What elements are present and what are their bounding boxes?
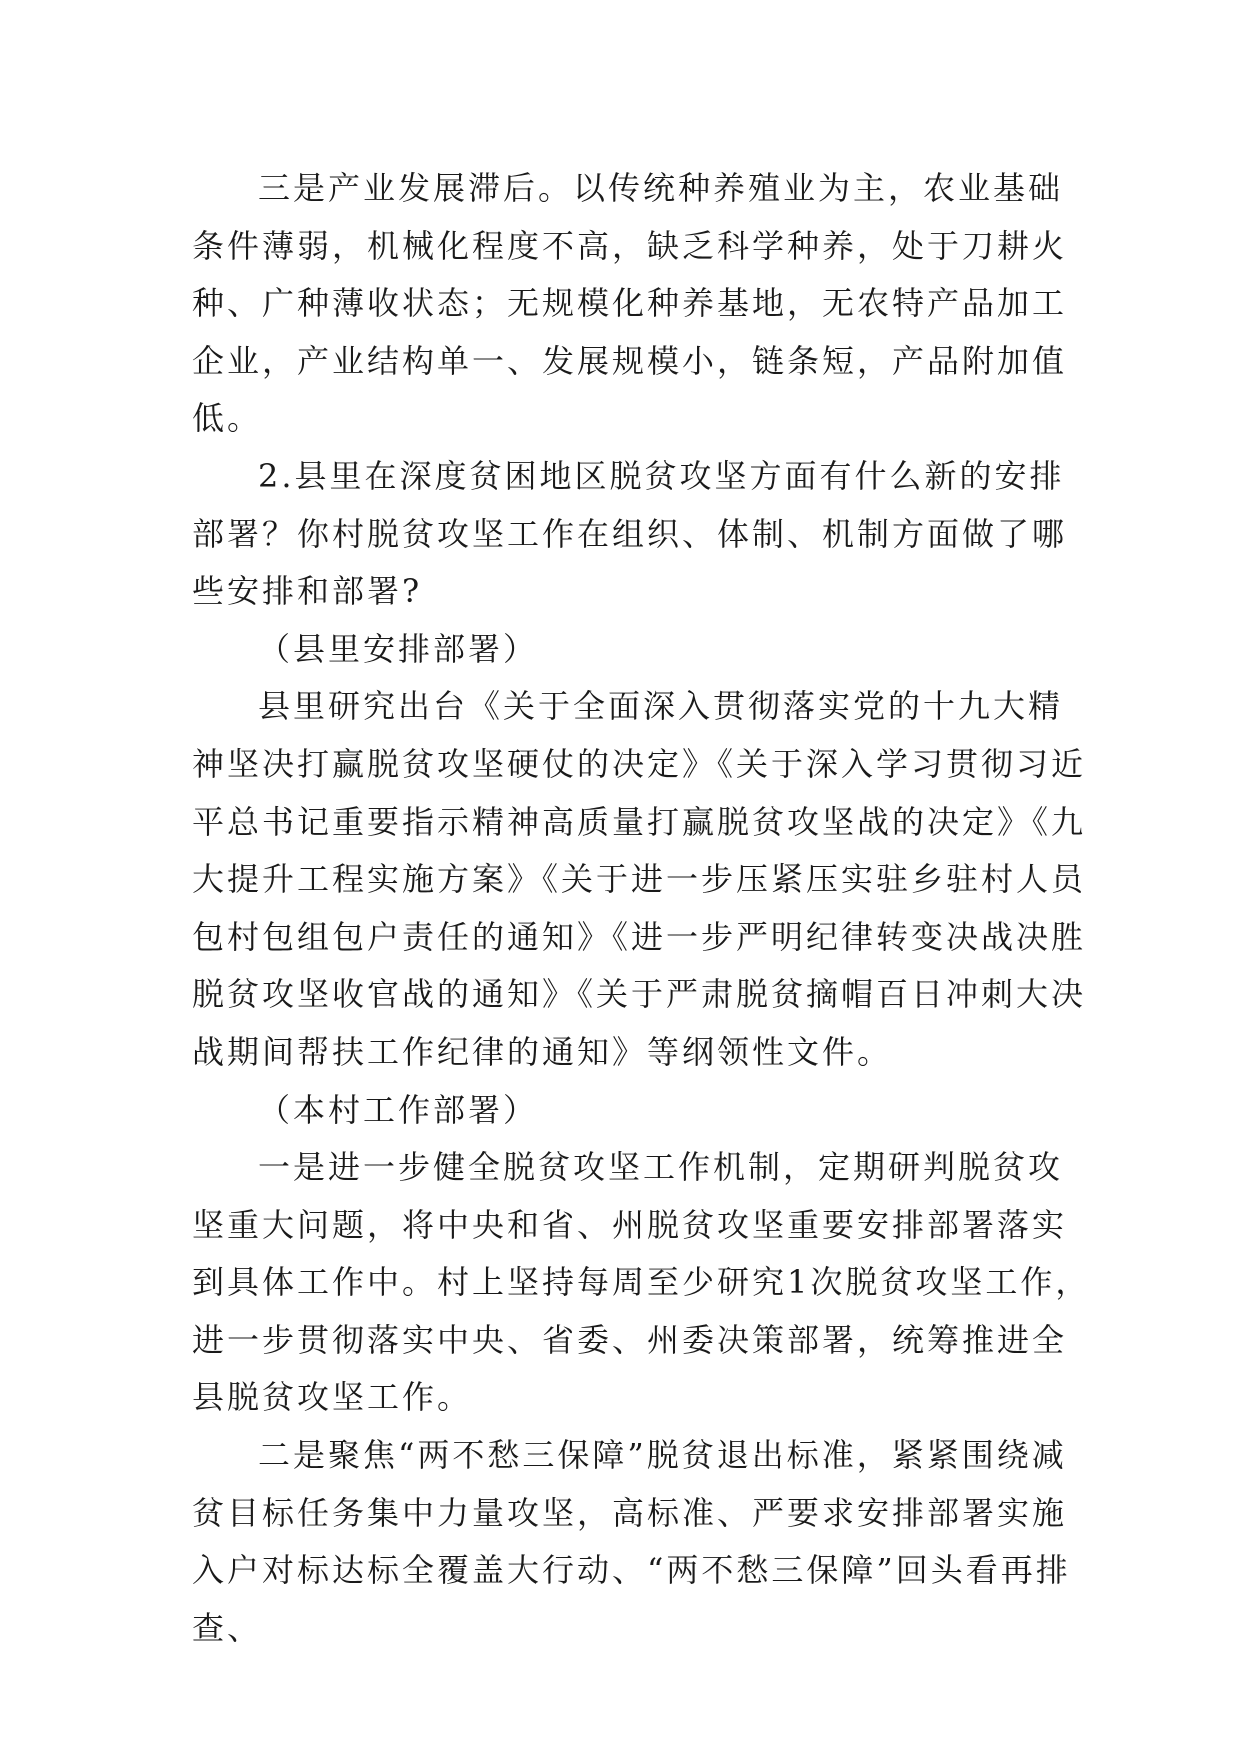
section-heading-village: （本村工作部署）	[258, 1090, 539, 1129]
document-body	[192, 160, 1092, 1657]
paragraph-question-2: 2.县里在深度贫困地区脱贫攻坚方面有什么新的安排部署？你村脱贫攻坚工作在组织、体制、机制方面做了哪些安排和部署?	[192, 456, 1068, 611]
paragraph-industry-lag: 三是产业发展滞后。以传统种养殖业为主，农业基础条件薄弱，机械化程度不高，缺乏科学种养，处于刀耕火种、广种薄收状态；无规模化种养基地，无农特产品加工企业，产业结构单一、发展规模小，链条短，产品附加值低。	[192, 169, 1068, 438]
paragraph-village-mechanism: 一是进一步健全脱贫攻坚工作机制，定期研判脱贫攻坚重大问题，将中央和省、州脱贫攻坚重要安排部署落实到具体工作中。村上坚持每周至少研究1次脱贫攻坚工作，进一步贯彻落实中央、省委、州委决策部署，统筹推进全县脱贫攻坚工作。	[192, 1148, 1091, 1417]
section-heading-county: （县里安排部署）	[258, 629, 539, 668]
paragraph-village-standards: 二是聚焦“两不愁三保障”脱贫退出标准，紧紧围绕减贫目标任务集中力量攻坚，高标准、严要求安排部署实施入户对标达标全覆盖大行动、“两不愁三保障”回头看再排查、	[192, 1436, 1071, 1647]
paragraph-county-documents: 县里研究出台《关于全面深入贯彻落实党的十九大精神坚决打赢脱贫攻坚硬仗的决定》《关于深入学习贯彻习近平总书记重要指示精神高质量打赢脱贫攻坚战的决定》《九大提升工程实施方案》《关于进一步压紧压实驻乡驻村人员包村包组包户责任的通知》《进一步严明纪律转变决战决胜脱贫攻坚收官战的通知》《关于严肃脱贫摘帽百日冲刺大决战期间帮扶工作纪律的通知》等纲领性文件。	[192, 687, 1087, 1071]
